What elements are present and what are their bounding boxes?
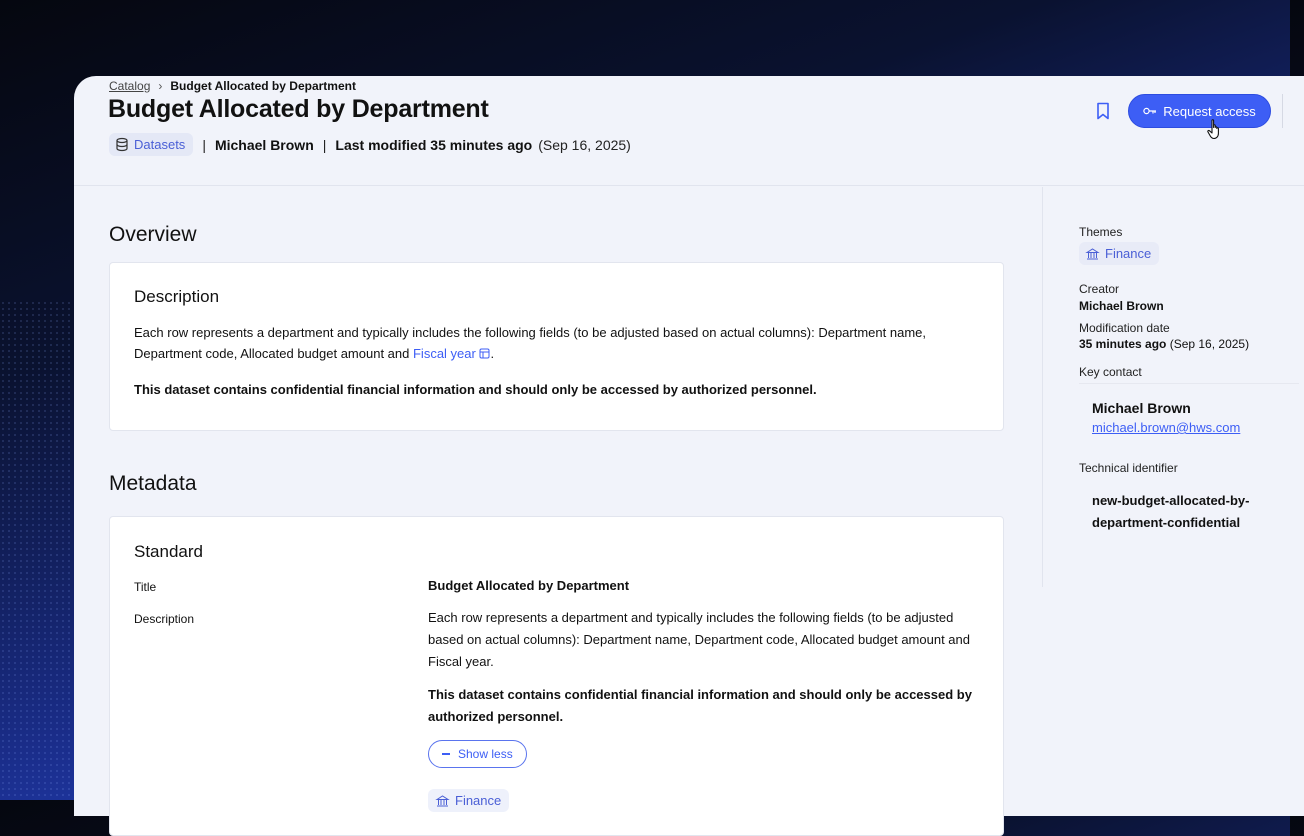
breadcrumb-catalog-link[interactable]: Catalog bbox=[109, 79, 151, 93]
themes-label: Themes bbox=[1079, 225, 1123, 239]
column-icon bbox=[479, 348, 490, 359]
app-window bbox=[74, 76, 1304, 816]
database-icon bbox=[116, 138, 128, 151]
sidebar-divider bbox=[1042, 187, 1043, 587]
key-icon bbox=[1143, 107, 1157, 115]
background-pattern bbox=[0, 300, 80, 800]
main-content bbox=[74, 187, 1042, 827]
meta-row bbox=[109, 133, 631, 156]
separator: | bbox=[202, 136, 206, 153]
creator-value: Michael Brown bbox=[1079, 299, 1164, 313]
author-name: Michael Brown bbox=[214, 136, 314, 153]
description-row-label: Description bbox=[134, 612, 195, 626]
breadcrumb bbox=[109, 79, 356, 93]
theme-badge-label: Finance bbox=[455, 793, 502, 808]
request-access-label: Request access bbox=[1163, 103, 1256, 119]
standard-title: Standard bbox=[134, 542, 203, 561]
bookmark-icon[interactable] bbox=[1096, 102, 1110, 125]
fiscal-year-link[interactable] bbox=[413, 346, 490, 361]
breadcrumb-current: Budget Allocated by Department bbox=[170, 79, 356, 93]
show-less-button[interactable] bbox=[428, 740, 527, 768]
description-text bbox=[134, 322, 984, 364]
technical-identifier-label: Technical identifier bbox=[1079, 461, 1178, 475]
sidebar-theme-badge[interactable] bbox=[1079, 242, 1159, 265]
modification-absolute: (Sep 16, 2025) bbox=[1169, 337, 1250, 351]
key-contact-card bbox=[1079, 383, 1299, 453]
separator: | bbox=[322, 136, 327, 153]
request-access-button[interactable] bbox=[1128, 94, 1271, 128]
fiscal-year-label: Fiscal year bbox=[412, 346, 476, 361]
creator-label: Creator bbox=[1079, 282, 1120, 296]
description-end: . bbox=[490, 346, 495, 361]
dataset-type-badge[interactable] bbox=[109, 133, 193, 156]
header-divider bbox=[1282, 94, 1283, 128]
description-body: Each row represents a department and typically includes the following fields (to be adjusted based on actual columns): Department name, Department code, Allocated budget amount and bbox=[134, 325, 926, 361]
description-row-note: This dataset contains confidential financial information and should only be accessed by authorized personnel. bbox=[428, 687, 972, 724]
technical-identifier-card bbox=[1079, 479, 1299, 549]
bank-icon bbox=[1086, 248, 1099, 260]
dataset-type-label: Datasets bbox=[134, 137, 186, 152]
technical-identifier-value: new-budget-allocated-by-department-confidential bbox=[1092, 493, 1250, 530]
description-title: Description bbox=[134, 287, 220, 306]
title-row-label: Title bbox=[134, 580, 157, 594]
page-title: Budget Allocated by Department bbox=[108, 95, 489, 123]
modification-date-value bbox=[1079, 337, 1249, 351]
sidebar-theme-label: Finance bbox=[1105, 246, 1152, 261]
hand-cursor-icon bbox=[1206, 118, 1224, 145]
minus-icon bbox=[442, 753, 450, 755]
overview-title: Overview bbox=[109, 223, 197, 246]
key-contact-label: Key contact bbox=[1079, 365, 1142, 379]
contact-email-link[interactable]: michael.brown@hws.com bbox=[1092, 420, 1241, 435]
modification-relative: 35 minutes ago bbox=[1079, 337, 1167, 351]
metadata-card bbox=[109, 516, 1004, 836]
modification-date-label: Modification date bbox=[1079, 321, 1170, 335]
overview-card bbox=[109, 262, 1004, 431]
last-modified-date: (Sep 16, 2025) bbox=[538, 136, 631, 153]
chevron-right-icon: › bbox=[158, 79, 163, 93]
page-header bbox=[74, 76, 1304, 186]
last-modified-label: Last modified 35 minutes ago bbox=[335, 136, 533, 153]
metadata-title: Metadata bbox=[109, 472, 197, 495]
contact-name: Michael Brown bbox=[1092, 400, 1191, 416]
show-less-label: Show less bbox=[458, 747, 513, 761]
theme-badge[interactable] bbox=[428, 789, 509, 812]
bank-icon bbox=[436, 795, 449, 807]
description-row-value: Each row represents a department and typically includes the following fields (to be adjusted based on actual columns): Department name, Department code, Allocated budget amount and Fiscal year. bbox=[428, 610, 970, 669]
title-row-value: Budget Allocated by Department bbox=[428, 578, 630, 593]
confidential-note: This dataset contains confidential financial information and should only be accessed by authorized personnel. bbox=[134, 382, 817, 397]
